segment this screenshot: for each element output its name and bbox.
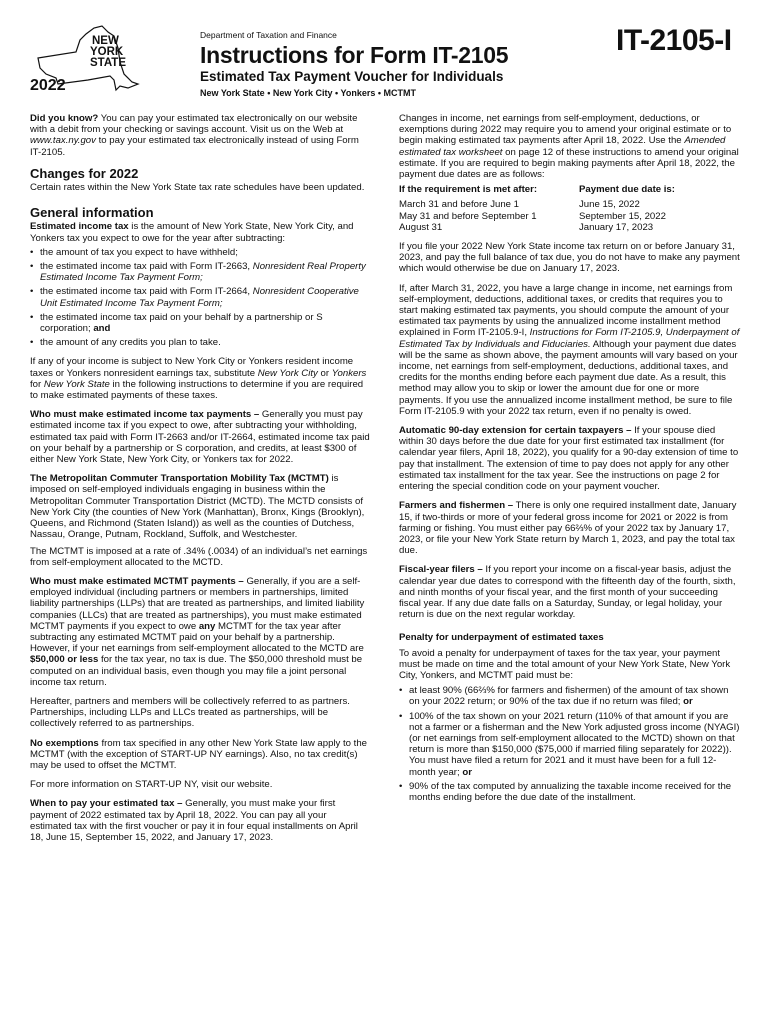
who-must-pay-mctmt-label: Who must make estimated MCTMT payments – — [30, 575, 244, 587]
list-item-text: at least 90% (66⅔% for farmers and fishermen) of the amount of tax shown on your 2022 return; or 90% of the tax due if no return was filed; — [409, 685, 729, 708]
column-header-requirement: If the requirement is met after: — [399, 184, 538, 196]
did-you-know-text-end: to pay your estimated tax electronically instead of using Form IT-2105. — [30, 135, 359, 158]
requirement-cell: March 31 and before June 1 — [399, 199, 520, 211]
fiscal-year-text: If you report your income on a fiscal-year basis, adjust the calendar year due dates to correspond with the fifteenth day of the fourth, sixth, and ninth months of your fiscal year, and the first month of your succeeding fiscal year. If any due date falls on a Saturday, Sunday, or legal holiday, your return is due on the next regular workday. — [399, 564, 736, 621]
threshold-amount: $50,000 or less — [30, 654, 99, 666]
subject-text: If any of your income is subject to New York City or Yonkers resident income taxes or Yonkers nonresident earnings tax, substitute — [30, 356, 354, 379]
list-item — [409, 711, 741, 778]
form-year: 2022 — [30, 77, 66, 94]
subject-paragraph — [30, 356, 370, 401]
changes-paragraph: Certain rates within the New York State tax rate schedules have been updated. — [30, 182, 365, 194]
who-must-pay-mctmt-paragraph — [30, 576, 370, 688]
logo-state-word-3: STATE — [90, 57, 126, 69]
subject-term: New York State — [43, 378, 110, 390]
list-item — [40, 286, 370, 308]
hereafter-paragraph: Hereafter, partners and members will be collectively referred to as partners. Partnerships, including LLPs and LLCs treated as partnerships, will be collectively referred to as partnerships. — [30, 695, 350, 730]
estimated-income-tax-label: Estimated income tax — [30, 221, 129, 233]
when-to-pay-label: When to pay your estimated tax – — [30, 798, 183, 810]
no-exemptions-paragraph — [30, 738, 370, 772]
list-item — [409, 685, 741, 707]
due-date-cell: September 15, 2022 — [579, 210, 666, 222]
due-date-cell: January 17, 2023 — [579, 221, 654, 233]
page-header — [0, 0, 770, 110]
form-title-reference: Nonresident Real Property Estimated Income Tax Payment Form; — [40, 261, 366, 284]
table-row — [399, 211, 741, 222]
subject-term: New York City — [257, 367, 318, 379]
when-to-pay-text: Generally, you must make your first payment of 2022 estimated tax by April 18, 2022. You can pay all your estimated tax with the first voucher or pay it in four equal installments on April 18, June 15, September 15, 2022, and January 17, 2023. — [30, 798, 358, 843]
did-you-know-label: Did you know? — [30, 113, 99, 124]
early-filing-paragraph: If you file your 2022 New York State income tax return on or before January 31, 2023, and pay the full balance of tax due, you do not have to make any payment which would otherwise be due on January 17, 2023. — [399, 241, 740, 275]
mctmt-text: is imposed on self-employed individuals engaging in business within the Metropolitan Commuter Transportation District (MCTD). The MCTD consists of New York City (the counties of New York (Manhattan), Bronx, Kings (Brooklyn), Queens, and Richmond (Staten Island)) as well as the counties of Dutchess, Nassau, Orange, Putnam, Rockland, Suffolk, and Westchester. — [30, 473, 365, 541]
table-row — [399, 199, 741, 210]
subject-text: or — [317, 367, 332, 379]
conjunction: and — [93, 323, 111, 335]
instructions-reference: Instructions for Form IT-2105.9, Underpayment of Estimated Tax by Individuals and Fiduciaries. — [399, 327, 740, 350]
left-column — [30, 113, 370, 851]
when-to-pay-paragraph — [30, 798, 370, 843]
website-link[interactable]: www.tax.ny.gov — [30, 135, 96, 147]
due-date-cell: June 15, 2022 — [579, 199, 640, 211]
who-must-pay-paragraph — [30, 409, 370, 465]
mctmt-label: The Metropolitan Commuter Transportation Mobility Tax (MCTMT) — [30, 473, 329, 485]
who-must-pay-text: Generally you must pay estimated income tax if you expect to owe, after subtracting your withholding, estimated tax paid with Form IT-2663 and/or IT-2664, estimated income tax paid on your behalf by a partnership or S corporation, and credits, at least $300 of either New York State, New York City, or Yonkers tax for 2022. — [30, 409, 370, 466]
emphasis-any: any — [198, 620, 216, 632]
no-exemptions-label: No exemptions — [30, 737, 99, 749]
subject-text: for — [30, 378, 44, 390]
changes-heading: Changes for 2022 — [30, 165, 139, 181]
estimated-income-tax-paragraph — [30, 221, 370, 243]
list-item: • the amount of tax you expect to have withheld; — [40, 247, 370, 258]
page-subtitle: Estimated Tax Payment Voucher for Individuals — [200, 69, 504, 84]
payment-due-dates-table — [399, 184, 741, 233]
list-item-text: the estimated income tax paid with Form IT-2663, — [40, 261, 253, 273]
requirement-cell: August 31 — [399, 221, 443, 233]
jurisdictions-line: New York State • New York City • Yonkers • MCTMT — [200, 88, 417, 98]
list-item-text: the estimated income tax paid on your behalf by a partnership or S corporation; — [40, 311, 323, 335]
page-title: Instructions for Form IT-2105 — [200, 42, 509, 68]
automatic-extension-text: If your spouse died within 30 days before the due date for your first estimated tax installment (for calendar year filers, April 18, 2022), you qualify for a 90-day extension of time to pay that installment. The extension of time to pay does not apply for any other estimated tax installment for the tax year. See the instructions on page 2 for entering the special condition code on your payment voucher. — [399, 425, 739, 493]
farmers-fishermen-text: There is only one required installment date, January 15, if two-thirds or more of your federal gross income for 2021 or 2022 is from farming or fishing. You must either pay 66⅔% of your 2022 tax by January 17, 2023, or file your New York State return by March 1, 2023, and pay the total tax due. — [399, 500, 737, 557]
who-must-pay-mctmt-text: for the tax year, no tax is due. The $50,000 threshold must be computed on an individual basis, even though you may file a joint personal income tax return. — [30, 654, 363, 688]
subtractions-list — [30, 247, 370, 349]
worksheet-reference: Amended estimated tax worksheet — [399, 135, 726, 158]
penalty-heading: Penalty for underpayment of estimated taxes — [399, 632, 604, 644]
farmers-fishermen-paragraph — [399, 500, 741, 556]
mctmt-rate-paragraph: The MCTMT is imposed at a rate of .34% (.0034) of an individual’s net earnings from self-employment allocated to the MCTD. — [30, 545, 368, 568]
form-title-reference: Nonresident Cooperative Unit Estimated Income Tax Payment Form; — [40, 286, 359, 309]
subject-term: Yonkers — [331, 367, 367, 379]
fiscal-year-label: Fiscal-year filers – — [399, 564, 483, 576]
table-row — [399, 222, 741, 233]
no-exemptions-text: from tax specified in any other New York State law apply to the MCTMT (with the exception of START-UP NY earnings). Also, no tax credit(s) may be used to offset the MCTMT. — [30, 737, 368, 771]
list-item-text: the estimated income tax paid with Form IT-2664, — [40, 286, 253, 298]
list-item — [40, 261, 370, 283]
fiscal-year-paragraph — [399, 564, 741, 620]
logo-state-word-1: NEW — [92, 35, 119, 47]
general-information-heading: General information — [30, 205, 154, 221]
changes-in-income-text: on page 12 of these instructions to amend your original estimate. If you are required to begin making payments after April 18, 2022, the payment due dates are as follows: — [399, 146, 739, 181]
annualized-method-text: If, after March 31, 2022, you have a large change in income, net earnings from self-employment, deductions, additional taxes, or credits that requires you to start making estimated tax payments, you should compute the amount of your estimated tax payments by using the annualized income installment method explained in Form IT-2105.9-I, — [399, 282, 733, 339]
department-name: Department of Taxation and Finance — [200, 30, 337, 40]
penalty-conditions-list — [399, 685, 741, 803]
who-must-pay-mctmt-text: Generally, if you are a self-employed individual (including partners or members in partnerships, limited liability partnerships (LLPs) that are treated as partnerships, and limited liability companies (LLCs) that are treated as partnerships), you must make estimated MCTMT payments if you expect to owe — [30, 575, 365, 632]
list-item: • 90% of the tax computed by annualizing the taxable income received for the months ending before the due date of the installment. — [409, 781, 741, 803]
logo-state-word-2: YORK — [90, 46, 124, 58]
new-york-state-logo — [28, 22, 178, 102]
mctmt-paragraph — [30, 473, 370, 540]
subject-text: in the following instructions to determine if you are required to make estimated payments of these taxes. — [30, 378, 364, 402]
list-item — [40, 312, 370, 334]
column-header-due-date: Payment due date is: — [579, 184, 675, 196]
conjunction: or — [683, 696, 693, 708]
requirement-cell: May 31 and before September 1 — [399, 210, 537, 222]
list-item: • the amount of any credits you plan to take. — [40, 337, 370, 348]
who-must-pay-label: Who must make estimated income tax payments – — [30, 409, 260, 421]
annualized-method-text: Although your payment due dates will be the same as shown above, the payment amounts will vary based on your income, net earnings from self-employment, deductions, additional taxes, and credits for the months ending before each payment due date. As a result, this method may allow you to skip or lower the amount due for one or more payments. If you use the annualized income installment method, be sure to file Form IT-2105.9 with your 2022 tax return, even if no penalty is owed. — [399, 338, 738, 417]
penalty-paragraph: To avoid a penalty for underpayment of taxes for the tax year, your payment must be made on time and the total amount of your New York State, New York City, Yonkers, and MCTMT paid must be: — [399, 647, 731, 681]
form-number: IT-2105-I — [616, 24, 732, 57]
estimated-income-tax-text: is the amount of New York State, New York City, and Yonkers tax you expect to owe for the year after subtracting: — [30, 221, 354, 244]
conjunction: or — [462, 766, 472, 778]
automatic-extension-label: Automatic 90-day extension for certain taxpayers – — [399, 425, 632, 437]
changes-in-income-paragraph — [399, 113, 741, 180]
farmers-fishermen-label: Farmers and fishermen – — [399, 500, 514, 512]
who-must-pay-mctmt-text: MCTMT for the tax year after subtracting any estimated MCTMT paid on your behalf by a partnership. However, if your net earnings from self-employment allocated to the MCTD are — [30, 620, 364, 655]
changes-in-income-text: Changes in income, net earnings from self-employment, deductions, or exemptions during 2022 may require you to amend your original estimate or to begin making estimated tax payments after April 18, 2022. Use the — [399, 113, 732, 147]
did-you-know-text: You can pay your estimated tax electronically on our website with a debit from your checking or savings account. Visit us on the Web at — [30, 113, 358, 136]
did-you-know-paragraph — [30, 113, 370, 158]
right-column — [399, 113, 741, 811]
automatic-extension-paragraph — [399, 425, 741, 492]
list-item-text: 100% of the tax shown on your 2021 return (110% of that amount if you are not a farmer or a fisherman and the New York adjusted gross income (NYAGI) (or net earnings from self-employment allocated to the MCTD) shown on that return is more than $150,000 ($75,000 if married filing separately for 2022)). You must have filed a return for 2021 and it must have been for a full 12-month year; — [409, 710, 740, 778]
annualized-method-paragraph — [399, 283, 741, 417]
more-info-paragraph: For more information on START-UP NY, visit our website. — [30, 779, 273, 791]
table-header-row — [399, 184, 741, 199]
